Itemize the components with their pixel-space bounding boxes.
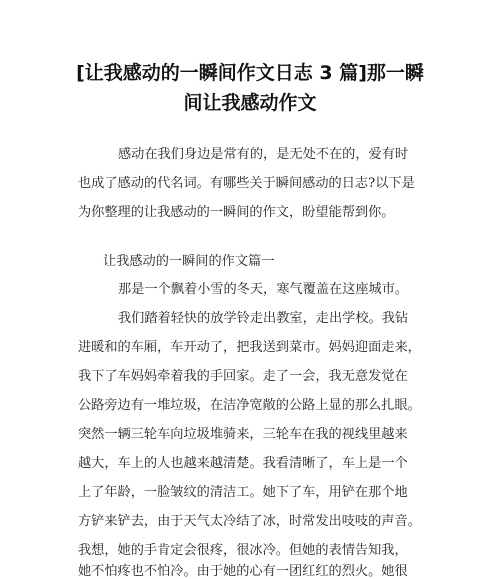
body-line-10: 我想，她的手肯定会很疼，很冰冷。但她的表情告知我， <box>78 543 408 558</box>
body-line-9: 方铲来铲去，由于天气太冷结了冰，时常发出吱吱的声音。 <box>78 514 421 529</box>
body-line-1: 那是一个飘着小雪的冬天，寒气覆盖在这座城市。 <box>118 282 409 297</box>
title-line-2: 间让我感动作文 <box>183 92 317 114</box>
intro-line-1: 感动在我们身边是常有的，是无处不在的，爱有时 <box>118 147 409 162</box>
article-title <box>60 58 440 118</box>
title-line-1: [让我感动的一瞬间作文日志 3 篇]那一瞬 <box>76 62 424 84</box>
body-line-11: 她不怕疼也不怕冷。由于她的心有一团红红的烈火。她很 <box>78 564 408 579</box>
section-heading: 让我感动的一瞬间的作文篇一 <box>103 254 275 269</box>
intro-line-2: 也成了感动的代名词。有哪些关于瞬间感动的日志?以下是 <box>78 176 415 191</box>
body-line-8: 上了年龄，一脸皱纹的清洁工。她下了车，用铲在那个地 <box>78 485 408 500</box>
body-line-2: 我们踏着轻快的放学铃走出教室，走出学校。我钻 <box>118 311 409 326</box>
body-line-4: 我下了车妈妈牵着我的手回家。走了一会，我无意发觉在 <box>78 369 408 384</box>
body-line-6: 突然一辆三轮车向垃圾堆骑来，三轮车在我的视线里越来 <box>78 427 408 442</box>
body-line-5: 公路旁边有一堆垃圾，在洁净宽敞的公路上显的那么扎眼。 <box>78 398 421 413</box>
intro-line-3: 为你整理的让我感动的一瞬间的作文，盼望能帮到你。 <box>78 205 395 220</box>
body-line-3: 进暖和的车厢，车开动了，把我送到菜市。妈妈迎面走来， <box>78 340 421 355</box>
body-line-7: 越大，车上的人也越来越清楚。我看清晰了，车上是一个 <box>78 456 408 471</box>
